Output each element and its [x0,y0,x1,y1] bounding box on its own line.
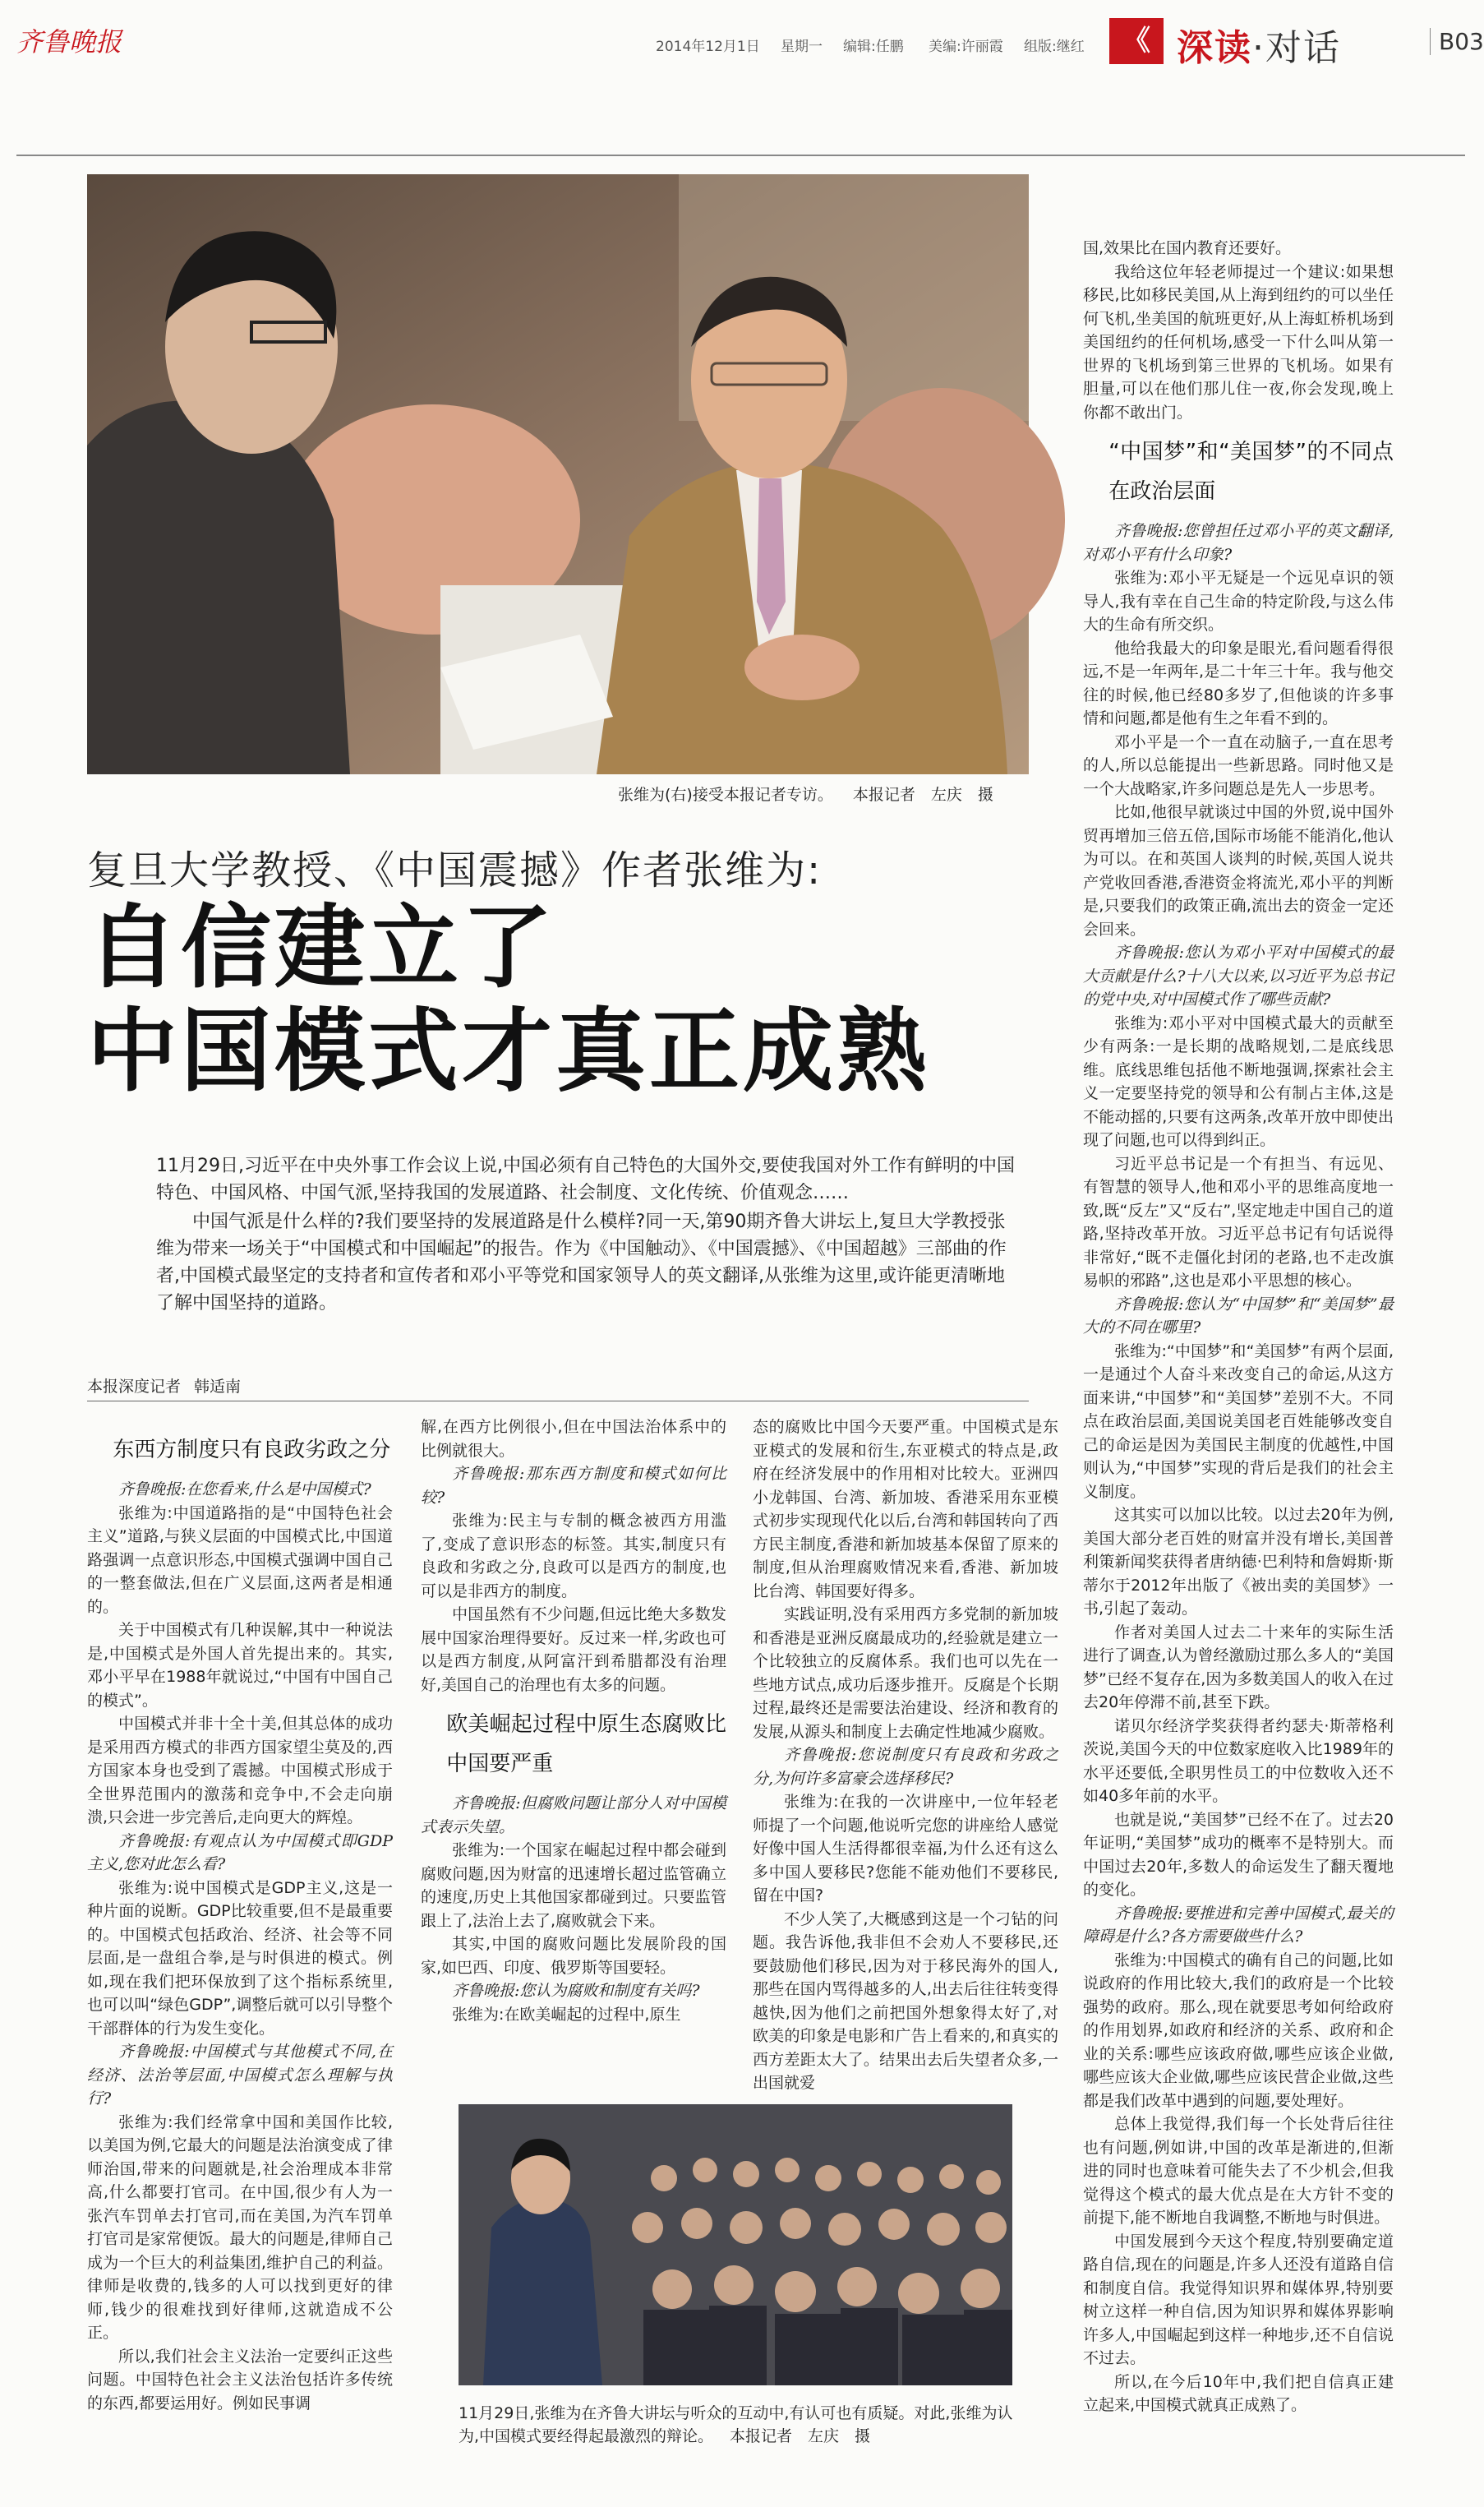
layout-credit: 组版:继红 [1024,39,1085,55]
article-column-1 [87,1422,393,2482]
paragraph: 所以,在今后10年中,我们把自信真正建立起来,中国模式就真正成熟了。 [1083,2372,1394,2414]
headline-kicker: 复旦大学教授、《中国震撼》作者张维为: [87,847,823,893]
masthead [16,15,1484,71]
answer: 张维为:民主与专制的概念被西方用滥了,变成了意识形态的标签。其实,制度只有良政和劣政之分,良政可以是西方的制度,也可以是非西方的制度。 [421,1512,726,1600]
question: 齐鲁晚报:有观点认为中国模式即GDP主义,您对此怎么看? [87,1831,393,1873]
interview-caption-text: 张维为(右)接受本报记者专访。 [618,786,833,804]
headline-line-2: 中国模式才真正成熟 [87,999,930,1104]
answer: 张维为:邓小平对中国模式最大的贡献至少有两条:一是长期的战略规划,二是底线思维。底线思维包括他不断地强调,探索社会主义一定要坚持党的领导和公有制占主体,这是不能动摇的,只要有这两条,改革开放中即使出现了问题,也可以得到纠正。 [1083,1013,1394,1149]
issue-date: 2014年12月1日 [656,39,760,55]
byline-role: 本报深度记者 [87,1378,182,1396]
paragraph: 作者对美国人过去二十来年的实际生活进行了调查,认为曾经激励过那么多人的“美国梦”已经不复存在,因为多数美国人的收入在过去20年停滞不前,甚至下跌。 [1083,1623,1394,1711]
answer: 张维为:一个国家在崛起过程中都会碰到腐败问题,因为财富的迅速增长超过监管确立的速度,历史上其他国家都碰到过。只要监管跟上了,法治上去了,腐败就会下来。 [421,1841,726,1930]
audience-photo-credit: 本报记者 左庆 摄 [730,2427,871,2445]
paragraph: 国,效果比在国内教育还要好。 [1083,239,1292,257]
audience-photo-image [459,2104,1012,2385]
question: 齐鲁晚报:那东西方制度和模式如何比较? [421,1465,726,1507]
paragraph: 比如,他很早就谈过中国的外贸,说中国外贸再增加三倍五倍,国际市场能不能消化,他认为可以。在和英国人谈判的时候,英国人说共产党收回香港,香港资金将流光,邓小平的判断是,只要我们的政策正确,流出去的资金一定还会回来。 [1083,803,1394,939]
section-heading: 欧美崛起过程中原生态腐败比中国要严重 [446,1712,726,1776]
paragraph: 中国发展到今天这个程度,特别要确定道路自信,现在的问题是,许多人还没有道路自信和制度自信。我觉得知识界和媒体界,特别要树立这样一种自信,因为知识界和媒体界影响许多人,中国崛起到这样一种地步,还不自信说不过去。 [1083,2232,1394,2367]
paragraph: 关于中国模式有几种误解,其中一种说法是,中国模式是外国人首先提出来的。其实,邓小平早在1988年就说过,“中国有中国自己的模式”。 [87,1621,393,1710]
article-column-3 [753,1415,1058,2092]
question: 齐鲁晚报:您曾担任过邓小平的英文翻译,对邓小平有什么印象? [1083,522,1394,564]
issue-weekday: 星期一 [781,39,823,55]
paragraph: 中国虽然有不少问题,但远比绝大多数发展中国家治理得要好。反过来一样,劣政也可以是西方制度,从阿富汗到希腊都没有治理好,美国自己的治理也有太多的问题。 [421,1605,726,1694]
paragraph: 解,在西方比例很小,但在中国法治体系中的比例就很大。 [421,1418,726,1460]
answer: 张维为:中国道路指的是“中国特色社会主义”道路,与狭义层面的中国模式比,中国道路强调一点意识形态,中国模式强调中国自己的一整套做法,但在广义层面,这两者是相通的。 [87,1503,393,1616]
paragraph: 这其实可以加以比较。以过去20年为例,美国大部分老百姓的财富并没有增长,美国普利策新闻奖获得者唐纳德·巴利特和詹姆斯·斯蒂尔于2012年出版了《被出卖的美国梦》一书,引起了轰动。 [1083,1506,1394,1618]
section-mark-icon: 《 [1109,18,1164,64]
audience-photo-caption [459,2402,1025,2448]
audience-caption-text: 11月29日,张维为在齐鲁大讲坛与听众的互动中,有认可也有质疑。对此,张维为认为,中国模式要经得起最激烈的辩论。 [459,2404,1013,2445]
audience-photo [459,2104,1012,2385]
byline [87,1374,254,1397]
question: 齐鲁晚报:中国模式与其他模式不同,在经济、法治等层面,中国模式怎么理解与执行? [87,2043,393,2108]
answer: 张维为:“中国梦”和“美国梦”有两个层面,一是通过个人奋斗来改变自己的命运,从这方面来讲,“中国梦”和“美国梦”差别不大。不同点在政治层面,美国说美国老百姓能够改变自己的命运是因为美国民主制度的优越性,中国则认为,“中国梦”实现的背后是我们的社会主义制度。 [1083,1341,1394,1501]
article-lede [156,1152,1019,1318]
designer-credit: 美编:许丽霞 [929,39,1003,55]
lede-paragraph: 11月29日,习近平在中央外事工作会议上说,中国必须有自己特色的大国外交,要使我国对外工作有鲜明的中国特色、中国风格、中国气派,坚持我国的发展道路、社会制度、文化传统、价值观念…… [156,1156,1015,1203]
section-title [1177,18,1341,71]
question: 齐鲁晚报:您认为腐败和制度有关吗? [452,1982,700,2000]
answer: 张维为:在欧美崛起的过程中,原生 [452,2005,681,2024]
paragraph: 总体上我觉得,我们每一个长处背后往往也有问题,例如讲,中国的改革是渐进的,但渐进的同时也意味着可能失去了不少机会,但我觉得这个模式的最大优点是在大方针不变的前提下,能不断地自我调整,不断地与时俱进。 [1083,2115,1394,2227]
paragraph: 习近平总书记是一个有担当、有远见、有智慧的领导人,他和邓小平的思维高度地一致,既“反左”又“反右”,坚定地走中国自己的道路,坚持改革开放。习近平总书记有句话说得非常好,“既不走僵化封闭的老路,也不走改旗易帜的邪路”,这也是邓小平思想的核心。 [1083,1154,1394,1290]
paragraph: 我给这位年轻老师提过一个建议:如果想移民,比如移民美国,从上海到纽约的可以坐任何飞机,坐美国的航班更好,从上海虹桥机场到美国纽约的任何机场,感受一下什么叫从第一世界的飞机场到第三世界的飞机场。如果有胆量,可以在他们那儿住一夜,你会发现,晚上你都不敢出门。 [1083,262,1394,422]
interview-photo-image [87,174,1029,774]
editor-credit: 编辑:任鹏 [843,39,904,55]
paper-name: 齐鲁晚报 [16,26,122,58]
answer: 张维为:邓小平无疑是一个远见卓识的领导人,我有幸在自己生命的特定阶段,与这么伟大的生命有所交织。 [1083,569,1394,634]
section-heading: “中国梦”和“美国梦”的不同点在政治层面 [1108,440,1394,504]
paragraph: 他给我最大的印象是眼光,看问题看得很远,不是一年两年,是二十年三十年。我与他交往的时候,他已经80多岁了,但他谈的许多事情和问题,都是他有生之年看不到的。 [1083,639,1394,727]
question: 齐鲁晚报:要推进和完善中国模式,最关的障碍是什么?各方需要做些什么? [1083,1904,1394,1946]
paragraph: 诺贝尔经济学奖获得者约瑟夫·斯蒂格利茨说,美国今天的中位数家庭收入比1989年的水平还要低,全职男性员工的中位数收入还不如40多年前的水平。 [1083,1716,1394,1805]
answer: 张维为:说中国模式是GDP主义,这是一种片面的说断。GDP比较重要,但不是最重要的。中国模式包括政治、经济、社会等不同层面,是一盘组合拳,是与时俱进的模式。例如,现在我们把环保放到了这个指标系统里,也可以叫“绿色GDP”,调整后就可以引导整个干部群体的行为发生变化。 [87,1878,393,2038]
page-number: B03 [1430,28,1484,55]
answer: 张维为:在我的一次讲座中,一位年轻老师提了一个问题,他说听完您的讲座给人感觉好像中国人生活得都很幸福,为什么还有这么多中国人要移民?您能不能劝他们不要移民,留在中国? [753,1793,1058,1904]
paragraph: 实践证明,没有采用西方多党制的新加坡和香港是亚洲反腐最成功的,经验就是建立一个比较独立的反腐体系。我们也可以先在一些地方试点,成功后逐步推开。反腐是个长期过程,最终还是需要法治建设、经济和教育的发展,从源头和制度上去确定性地减少腐败。 [753,1605,1058,1741]
interview-photo [87,174,1029,774]
article-column-2 [421,1415,726,2040]
section-heading: 东西方制度只有良政劣政之分 [113,1438,391,1462]
question: 齐鲁晚报:但腐败问题让部分人对中国模式表示失望。 [421,1794,726,1836]
answer: 张维为:我们经常拿中国和美国作比较,以美国为例,它最大的问题是法治演变成了律师治国,带来的问题就是,社会治理成本非常高,什么都要打官司。在中国,很少有人为一张汽车罚单去打官司,而在美国,为汽车罚单打官司是家常便饭。最大的问题是,律师自己成为一个巨大的利益集团,维护自己的利益。律师是收费的,钱多的人可以找到更好的律师,钱少的很难找到好律师,这就造成不公正。 [87,2112,393,2342]
paragraph: 也就是说,“美国梦”已经不在了。过去20年证明,“美国梦”成功的概率不是特别大。而中国过去20年,多数人的命运发生了翻天覆地的变化。 [1083,1810,1394,1899]
question: 齐鲁晚报:您认为“中国梦”和“美国梦”最大的不同在哪里? [1083,1295,1394,1337]
headline-line-1: 自信建立了 [87,895,555,1000]
question: 齐鲁晚报:您认为邓小平对中国模式的最大贡献是什么?十八大以来,以习近平为总书记的党中央,对中国模式作了哪些贡献? [1083,944,1394,1009]
question: 齐鲁晚报:您说制度只有良政和劣政之分,为何许多富豪会选择移民? [753,1746,1058,1788]
interview-photo-caption [618,783,1013,805]
byline-name: 韩适南 [194,1378,242,1396]
answer: 张维为:中国模式的确有自己的问题,比如说政府的作用比较大,我们的政府是一个比较强势的政府。那么,现在就要思考如何给政府的作用划界,如政府和经济的关系、政府和企业的关系:哪些应该政府做,哪些应该企业做,哪些应该大企业做,哪些应该民营企业做,这些都是我们改革中遇到的问题,要处理好。 [1083,1951,1394,2110]
article-column-4 [1083,237,1394,2489]
paragraph: 其实,中国的腐败问题比发展阶段的国家,如巴西、印度、俄罗斯等国要轻。 [421,1935,726,1977]
header-divider [16,155,1465,156]
paragraph: 态的腐败比中国今天要严重。中国模式是东亚模式的发展和衍生,东亚模式的特点是,政府在经济发展中的作用相对比较大。亚洲四小龙韩国、台湾、新加坡、香港采用东亚模式初步实现现代化以后,台湾和韩国转向了西方民主制度,香港和新加坡基本保留了原来的制度,但从治理腐败情况来看,香港、新加坡比台湾、韩国要好得多。 [753,1418,1058,1600]
paragraph: 所以,我们社会主义法治一定要纠正这些问题。中国特色社会主义法治包括许多传统的东西,都要运用好。例如民事调 [87,2347,393,2412]
paragraph: 中国模式并非十全十美,但其总体的成功是采用西方模式的非西方国家望尘莫及的,西方国家本身也受到了震撼。中国模式形成于全世界范围内的激荡和竞争中,不会走向崩溃,只会进一步完善后,走向更大的辉煌。 [87,1715,393,1826]
section-title-sub: ·对话 [1252,27,1341,69]
lede-paragraph: 中国气派是什么样的?我们要坚持的发展道路是什么模样?同一天,第90期齐鲁大讲坛上,复旦大学教授张维为带来一场关于“中国模式和中国崛起”的报告。作为《中国触动》、《中国震撼》、《中国超越》三部曲的作者,中国模式最坚定的支持者和宣传者和邓小平等党和国家领导人的英文翻译,从张维为这里,或许能更清晰地了解中国坚持的道路。 [156,1212,1007,1314]
paragraph: 不少人笑了,大概感到这是一个刁钻的问题。我告诉他,我非但不会劝人不要移民,还要鼓励他们移民,因为对于移民海外的国人,那些在国内骂得越多的人,出去后往往转变得越快,因为他们之前把国外想象得太好了,对欧美的印象是电影和广告上看来的,和真实的西方差距太大了。结果出去后失望者众多,一出国就爱 [753,1909,1058,2092]
section-title-main: 深读 [1177,27,1252,69]
paragraph: 邓小平是一个一直在动脑子,一直在思考的人,所以总能提出一些新思路。同时他又是一个大战略家,许多问题总是先人一步思考。 [1083,732,1394,798]
interview-photo-credit: 本报记者 左庆 摄 [852,786,993,804]
question: 齐鲁晚报:在您看来,什么是中国模式? [118,1480,371,1498]
